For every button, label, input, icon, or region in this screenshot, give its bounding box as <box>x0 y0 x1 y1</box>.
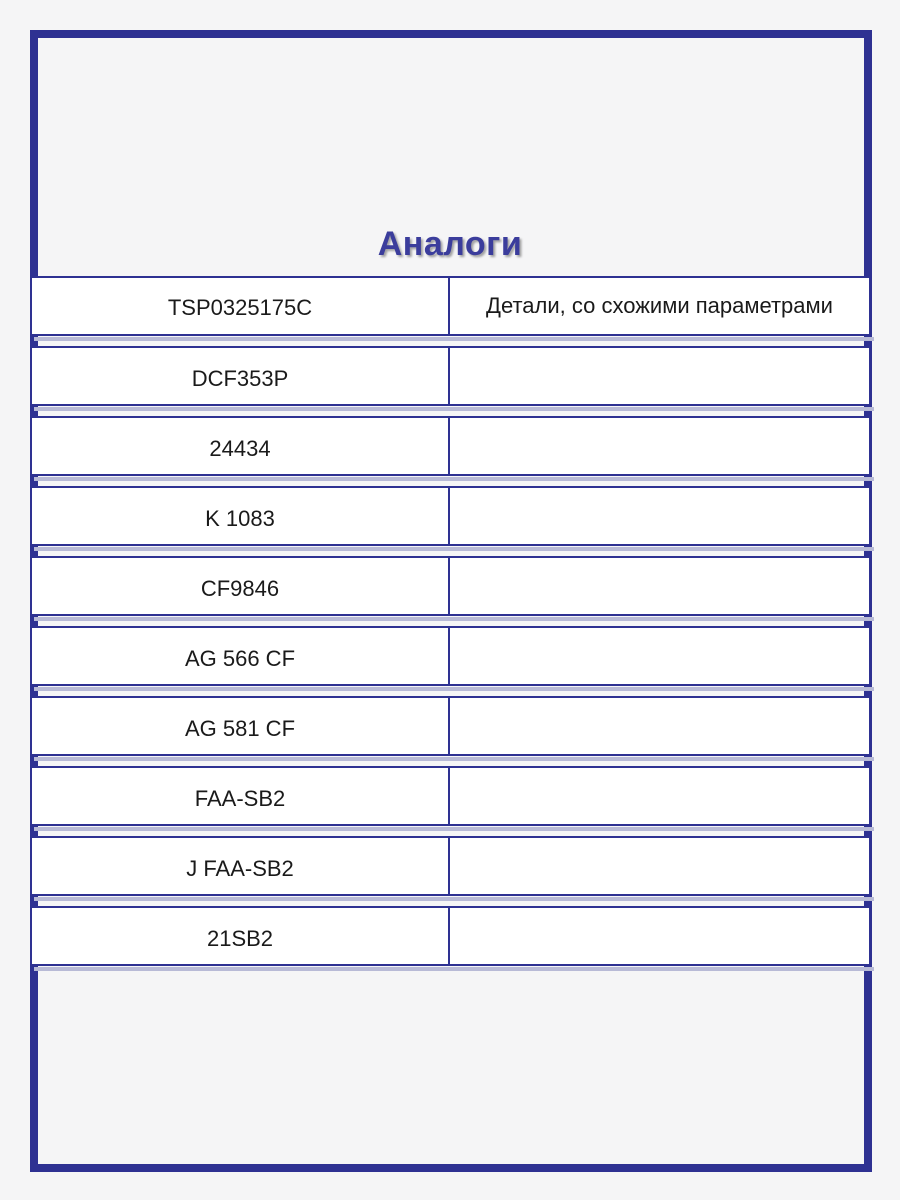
table-row <box>30 346 871 406</box>
analog-cell: 21SB2 <box>30 906 450 966</box>
analog-cell: CF9846 <box>30 556 450 616</box>
table-row <box>30 696 871 756</box>
analogs-table <box>30 276 871 976</box>
table-row <box>30 416 871 476</box>
analog-note-cell <box>450 696 871 756</box>
description-cell: Детали, со схожими параметрами <box>450 276 871 336</box>
table-row <box>30 486 871 546</box>
table-row <box>30 626 871 686</box>
analog-note-cell <box>450 486 871 546</box>
analog-cell: J FAA-SB2 <box>30 836 450 896</box>
table-header-row <box>30 276 871 336</box>
part-number-cell: TSP0325175C <box>30 276 450 336</box>
page-title: Аналоги <box>377 225 523 263</box>
analog-note-cell <box>450 416 871 476</box>
analog-cell: DCF353P <box>30 346 450 406</box>
analog-cell: AG 566 CF <box>30 626 450 686</box>
analog-cell: K 1083 <box>30 486 450 546</box>
analog-note-cell <box>450 766 871 826</box>
analog-note-cell <box>450 836 871 896</box>
analog-note-cell <box>450 626 871 686</box>
analog-cell: AG 581 CF <box>30 696 450 756</box>
analog-note-cell <box>450 906 871 966</box>
table-row <box>30 906 871 966</box>
analog-cell: FAA-SB2 <box>30 766 450 826</box>
analog-cell: 24434 <box>30 416 450 476</box>
table-row <box>30 556 871 616</box>
table-row <box>30 766 871 826</box>
analog-note-cell <box>450 346 871 406</box>
table-row <box>30 836 871 896</box>
analog-note-cell <box>450 556 871 616</box>
